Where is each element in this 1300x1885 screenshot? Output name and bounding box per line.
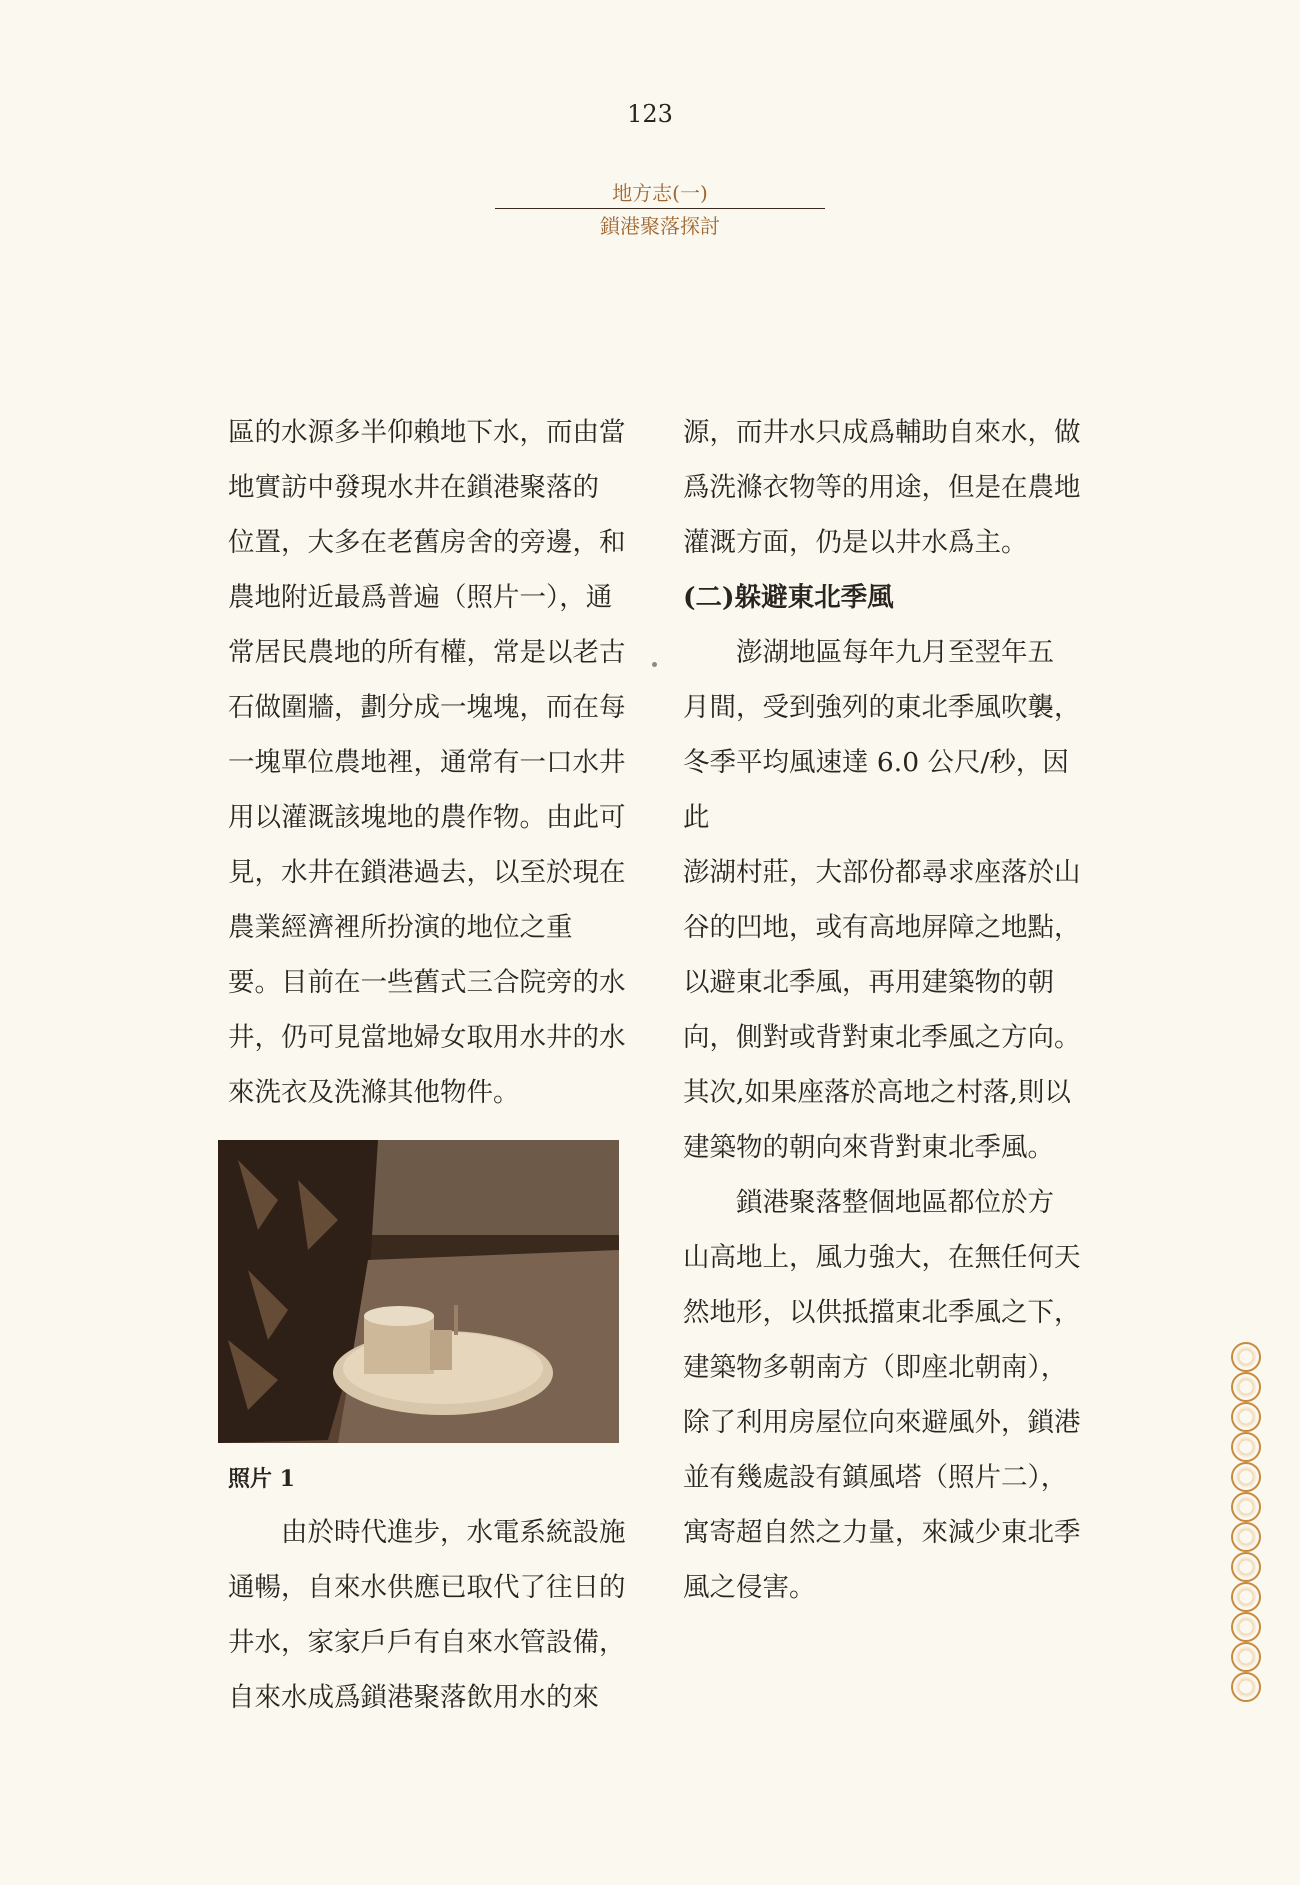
ring-icon [1231, 1402, 1261, 1432]
text-line: 向，側對或背對東北季風之方向。 [683, 1022, 1081, 1053]
text-line: 以避東北季風，再用建築物的朝 [683, 967, 1054, 998]
text-line: 用以灌溉該塊地的農作物。由此可 [228, 802, 626, 833]
text-line: 爲洗滌衣物等的用途，但是在農地 [683, 472, 1081, 503]
text-line: 谷的凹地，或有高地屏障之地點， [683, 912, 1081, 943]
left-bottom-paragraph [228, 1505, 638, 1725]
text-line: 並有幾處設有鎮風塔（照片二）， [683, 1462, 1068, 1493]
ring-icon [1231, 1462, 1261, 1492]
decorative-ring-ornament [1228, 1342, 1264, 1702]
text-line: 通暢，自來水供應已取代了往日的 [228, 1572, 626, 1603]
text-line: 石做圍牆，劃分成一塊塊，而在每 [228, 692, 626, 723]
page-number: 123 [627, 100, 673, 128]
text-line: 月間，受到強列的東北季風吹襲， [683, 692, 1081, 723]
ring-icon [1231, 1372, 1261, 1402]
text-line: 常居民農地的所有權，常是以老古 [228, 637, 626, 668]
text-line: 區的水源多半仰賴地下水，而由當 [228, 417, 626, 448]
text-line: 源，而井水只成爲輔助自來水，做 [683, 417, 1081, 448]
well-photo [218, 1140, 619, 1443]
section-heading: (二)躲避東北季風 [683, 582, 894, 613]
text-line: 農業經濟裡所扮演的地位之重 [228, 912, 573, 943]
text-line: 冬季平均風速達 6.0 公尺/秒，因此 [683, 747, 1069, 833]
ring-icon [1231, 1672, 1261, 1702]
ring-icon [1231, 1642, 1261, 1672]
text-line: 要。目前在一些舊式三合院旁的水 [228, 967, 626, 998]
text-line: 風之侵害。 [683, 1572, 816, 1603]
ring-icon [1231, 1582, 1261, 1612]
text-line: 一塊單位農地裡，通常有一口水井 [228, 747, 626, 778]
photo-caption: 照片 1 [228, 1466, 295, 1492]
text-line: 見，水井在鎖港過去，以至於現在 [228, 857, 626, 888]
ring-icon [1231, 1522, 1261, 1552]
header-chapter-title: 鎖港聚落探討 [600, 214, 720, 238]
ring-icon [1231, 1342, 1261, 1372]
text-line: 灌溉方面，仍是以井水爲主。 [683, 527, 1028, 558]
text-line: 其次,如果座落於高地之村落,則以 [683, 1077, 1071, 1108]
text-line: 建築物的朝向來背對東北季風。 [683, 1132, 1054, 1163]
header-series-title: 地方志(一) [612, 181, 708, 205]
text-line: 地實訪中發現水井在鎖港聚落的 [228, 472, 599, 503]
text-line: 建築物多朝南方（即座北朝南）， [683, 1352, 1068, 1383]
left-paragraph [228, 405, 638, 1120]
ring-icon [1231, 1492, 1261, 1522]
text-line: 井，仍可見當地婦女取用水井的水 [228, 1022, 626, 1053]
text-line: 澎湖村莊，大部份都尋求座落於山 [683, 857, 1081, 888]
text-line: 寓寄超自然之力量，來減少東北季 [683, 1517, 1081, 1548]
right-column [683, 405, 1093, 1615]
text-line: 由於時代進步，水電系統設施 [281, 1517, 626, 1548]
right-paragraph-2 [683, 625, 1093, 1175]
text-line: 來洗衣及洗滌其他物件。 [228, 1077, 520, 1108]
text-line: 然地形，以供抵擋東北季風之下， [683, 1297, 1081, 1328]
text-line: 位置，大多在老舊房舍的旁邊，和 [228, 527, 626, 558]
ring-icon [1231, 1612, 1261, 1642]
text-line: 山高地上，風力強大，在無任何天 [683, 1242, 1081, 1273]
ring-icon [1231, 1432, 1261, 1462]
ring-icon [1231, 1552, 1261, 1582]
text-line: 井水，家家戶戶有自來水管設備， [228, 1627, 626, 1658]
text-line: 鎖港聚落整個地區都位於方 [736, 1187, 1054, 1218]
text-line: 農地附近最爲普遍（照片一），通 [228, 582, 613, 613]
stray-dot [652, 662, 657, 667]
header-rule [495, 208, 825, 209]
left-column [228, 405, 638, 1120]
right-paragraph-1 [683, 405, 1093, 570]
right-paragraph-3 [683, 1175, 1093, 1615]
left-column-bottom [228, 1505, 638, 1725]
text-line: 澎湖地區每年九月至翌年五 [736, 637, 1054, 668]
running-header [495, 178, 825, 241]
text-line: 除了利用房屋位向來避風外，鎖港 [683, 1407, 1081, 1438]
text-line: 自來水成爲鎖港聚落飲用水的來 [228, 1682, 599, 1713]
